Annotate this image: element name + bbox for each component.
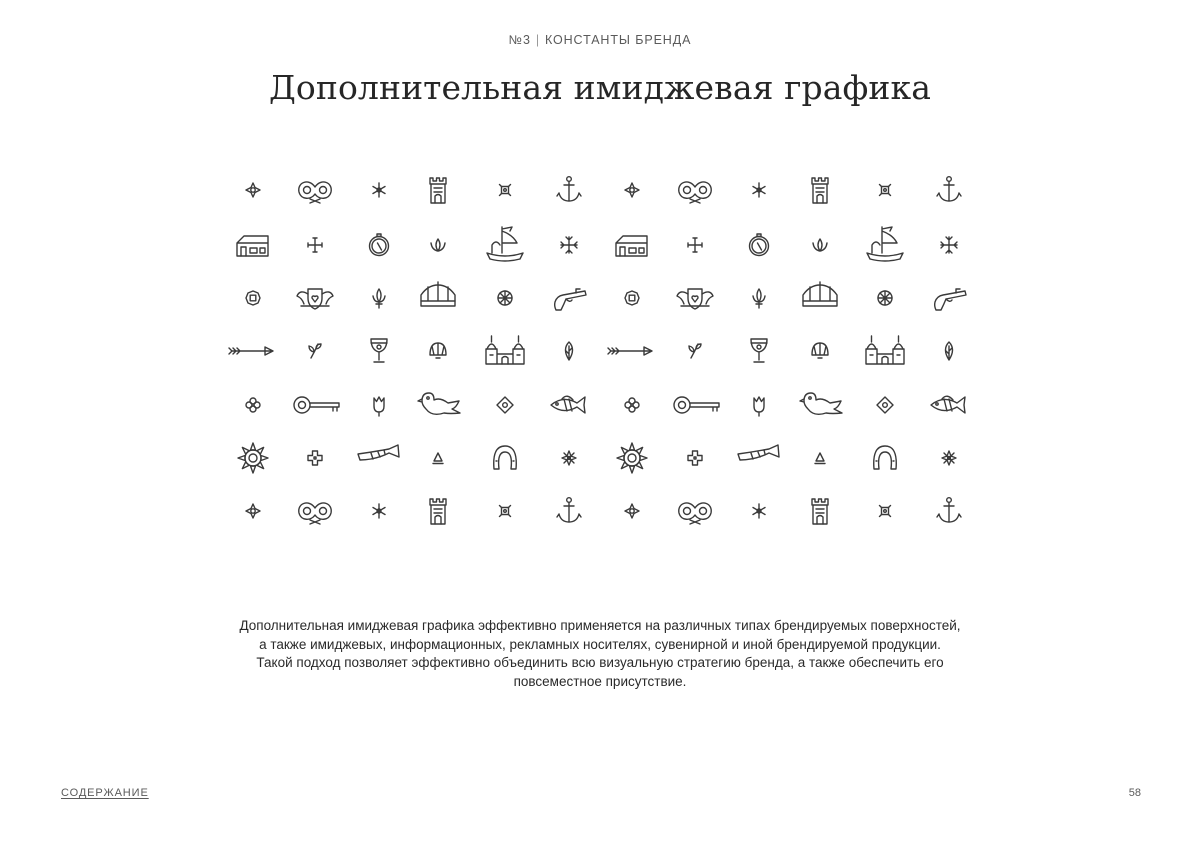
sun-icon bbox=[617, 443, 647, 473]
tulip-icon bbox=[754, 397, 764, 416]
tower-icon bbox=[430, 499, 446, 524]
sprig-icon bbox=[309, 344, 321, 358]
shield-crest-icon bbox=[297, 289, 333, 309]
snowflake-icon bbox=[373, 504, 385, 518]
horseshoe-icon bbox=[874, 446, 897, 469]
goblet-icon bbox=[371, 339, 387, 362]
description-line: Такой подход позволяет эффективно объединить всю визуальную стратегию бренда, а также обеспечить его bbox=[256, 655, 944, 671]
horn-icon bbox=[738, 445, 779, 460]
description-line: Дополнительная имиджевая графика эффективно применяется на различных типах брендируемых поверхностей, bbox=[239, 618, 961, 633]
tulip-icon bbox=[374, 397, 384, 416]
section-label bbox=[0, 33, 1200, 47]
pretzel-icon bbox=[299, 182, 331, 203]
cross-icon bbox=[688, 238, 702, 252]
ship-icon bbox=[867, 227, 903, 261]
ship-icon bbox=[487, 227, 523, 261]
page-number: 58 bbox=[1128, 787, 1141, 799]
small-ornament-icon bbox=[500, 506, 511, 517]
diamond-ornament-icon bbox=[877, 397, 893, 413]
cross-icon bbox=[308, 238, 322, 252]
crown-icon bbox=[803, 282, 837, 306]
castle-gate-icon bbox=[486, 336, 524, 364]
sun-icon bbox=[238, 443, 268, 473]
anchor-icon bbox=[937, 177, 961, 201]
tower-icon bbox=[812, 499, 828, 524]
fleur-de-lis-icon bbox=[373, 289, 385, 308]
fleur-de-lis-icon bbox=[753, 289, 765, 308]
description-line: а также имиджевых, информационных, рекламных носителях, сувенирной и иной брендируемой продукции. bbox=[259, 636, 941, 652]
small-ornament-icon bbox=[880, 185, 891, 196]
small-triangle-icon bbox=[815, 453, 825, 464]
small-ornament-icon bbox=[500, 185, 511, 196]
snowflake-icon bbox=[373, 183, 385, 197]
rosette-icon bbox=[246, 504, 260, 518]
separator: | bbox=[535, 33, 540, 47]
leaf-icon bbox=[566, 342, 573, 360]
fish-icon bbox=[931, 396, 965, 413]
cross-flory-icon bbox=[941, 237, 957, 253]
key-icon bbox=[674, 397, 719, 413]
rosette-icon bbox=[625, 183, 639, 197]
castle-gate-icon bbox=[866, 336, 904, 364]
wheel-icon bbox=[878, 291, 892, 305]
anchor-icon bbox=[557, 498, 581, 522]
rosette-icon bbox=[246, 183, 260, 197]
cross-flory-icon bbox=[561, 237, 577, 253]
tower-icon bbox=[812, 178, 828, 203]
small-ornament-icon bbox=[880, 506, 891, 517]
bird-icon bbox=[418, 393, 460, 414]
arrow-icon bbox=[608, 347, 652, 355]
crown-icon bbox=[421, 282, 455, 306]
square-cross-icon bbox=[308, 451, 322, 465]
page-title: Дополнительная имиджевая графика bbox=[268, 68, 932, 107]
section-number: №3 bbox=[508, 33, 531, 47]
tower-icon bbox=[430, 178, 446, 203]
goblet-icon bbox=[751, 339, 767, 362]
shield-crest-icon bbox=[677, 289, 713, 309]
small-triangle-icon bbox=[433, 453, 443, 464]
fish-icon bbox=[551, 396, 585, 413]
snowflake-icon bbox=[753, 183, 765, 197]
star-ornament-icon bbox=[625, 291, 639, 305]
compass-icon bbox=[750, 234, 769, 256]
pistol-icon bbox=[555, 289, 586, 310]
compass-icon bbox=[370, 234, 389, 256]
star-flower-icon bbox=[942, 451, 956, 465]
icon-pattern-canvas bbox=[225, 160, 985, 538]
bird-icon bbox=[800, 393, 842, 414]
horseshoe-icon bbox=[494, 446, 517, 469]
lotus-icon bbox=[431, 239, 445, 251]
pretzel-icon bbox=[679, 503, 711, 524]
rosette-icon bbox=[625, 504, 639, 518]
anchor-icon bbox=[937, 498, 961, 522]
square-cross-icon bbox=[688, 451, 702, 465]
house-icon bbox=[237, 236, 268, 256]
star-ornament-icon bbox=[246, 291, 260, 305]
section-title: КОНСТАНТЫ БРЕНДА bbox=[544, 33, 692, 47]
pistol-icon bbox=[935, 289, 966, 310]
star-flower-icon bbox=[562, 451, 576, 465]
pretzel-icon bbox=[679, 182, 711, 203]
anchor-icon bbox=[557, 177, 581, 201]
key-icon bbox=[294, 397, 339, 413]
house-icon bbox=[616, 236, 647, 256]
arrow-icon bbox=[229, 347, 273, 355]
shell-icon bbox=[812, 343, 828, 358]
clover-icon bbox=[246, 398, 260, 412]
leaf-icon bbox=[946, 342, 953, 360]
clover-icon bbox=[625, 398, 639, 412]
sprig-icon bbox=[689, 344, 701, 358]
shell-icon bbox=[430, 343, 446, 358]
description-text bbox=[200, 617, 1000, 692]
lotus-icon bbox=[813, 239, 827, 251]
horn-icon bbox=[358, 445, 399, 460]
snowflake-icon bbox=[753, 504, 765, 518]
icon-grid bbox=[229, 177, 966, 524]
pretzel-icon bbox=[299, 503, 331, 524]
table-of-contents-link[interactable]: СОДЕРЖАНИЕ bbox=[61, 787, 149, 799]
wheel-icon bbox=[498, 291, 512, 305]
description-line: повсеместное присутствие. bbox=[513, 674, 687, 690]
diamond-ornament-icon bbox=[497, 397, 513, 413]
icon-pattern bbox=[225, 160, 985, 538]
